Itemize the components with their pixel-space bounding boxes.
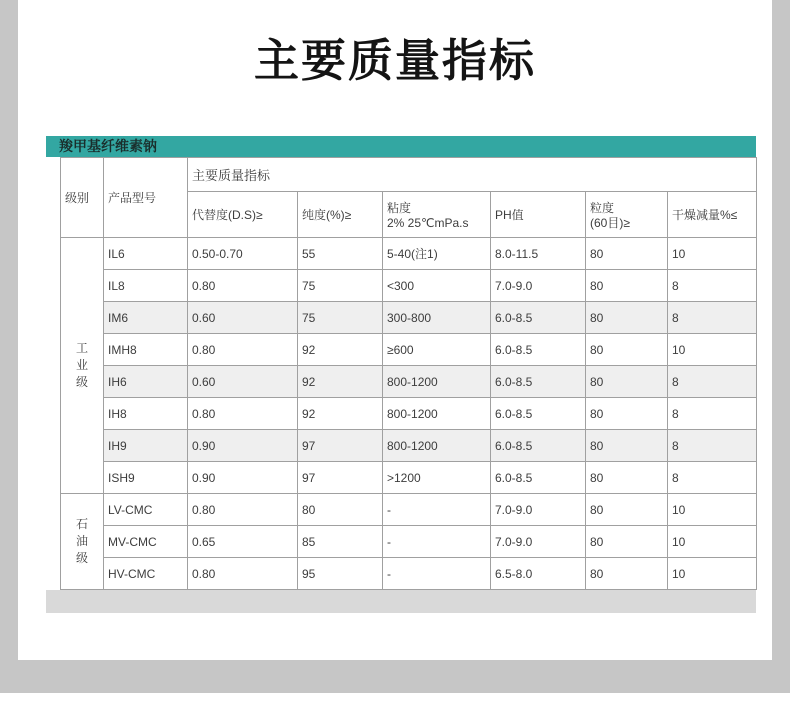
spec-module [46,136,756,613]
column-header-grade: 级别 [61,158,104,238]
column-header-ds [188,192,298,238]
grade-cell-petroleum [61,494,104,590]
column-header-particle [586,192,668,238]
cell-viscosity: - [383,558,491,590]
cell-ph: 6.0-8.5 [491,302,586,334]
page-bottom-band [0,660,790,693]
cell-purity: 92 [298,366,383,398]
cell-ds: 0.65 [188,526,298,558]
cell-particle: 80 [586,558,668,590]
table-row [61,302,757,334]
column-group-header-indicators: 主要质量指标 [188,158,757,192]
cell-purity: 75 [298,270,383,302]
cell-viscosity: <300 [383,270,491,302]
cell-particle: 80 [586,462,668,494]
column-header-viscosity [383,192,491,238]
table-row [61,398,757,430]
cell-drying-loss: 8 [668,462,757,494]
cell-purity: 92 [298,398,383,430]
cell-drying-loss: 8 [668,398,757,430]
grade-cell-industrial [61,238,104,494]
cell-particle: 80 [586,238,668,270]
cell-ph: 6.0-8.5 [491,430,586,462]
cell-ph: 6.0-8.5 [491,334,586,366]
cell-ph: 6.0-8.5 [491,462,586,494]
column-header-purity [298,192,383,238]
cell-ds: 0.80 [188,558,298,590]
cell-viscosity: 800-1200 [383,398,491,430]
divider-band [46,590,756,613]
cell-drying-loss: 10 [668,334,757,366]
cell-purity: 95 [298,558,383,590]
page-gutter-right [772,0,790,660]
cell-viscosity: 800-1200 [383,366,491,398]
cell-drying-loss: 8 [668,366,757,398]
cell-particle: 80 [586,270,668,302]
cell-particle: 80 [586,334,668,366]
page-gutter-left [0,0,18,660]
cell-model: IMH8 [104,334,188,366]
cell-ds: 0.60 [188,302,298,334]
cell-viscosity: ≥600 [383,334,491,366]
cell-particle: 80 [586,526,668,558]
cell-drying-loss: 8 [668,430,757,462]
cell-purity: 92 [298,334,383,366]
cell-model: IH9 [104,430,188,462]
cell-model: IL6 [104,238,188,270]
table-row [61,558,757,590]
column-header-line: 干燥减量%≤ [672,208,738,222]
table-row [61,366,757,398]
cell-drying-loss: 8 [668,270,757,302]
cell-purity: 75 [298,302,383,334]
cell-model: IH8 [104,398,188,430]
cell-viscosity: 5-40(注1) [383,238,491,270]
cell-model: IL8 [104,270,188,302]
cell-particle: 80 [586,398,668,430]
cell-particle: 80 [586,366,668,398]
table-row [61,238,757,270]
cell-viscosity: - [383,526,491,558]
column-header-line: PH值 [495,208,524,222]
cell-model: HV-CMC [104,558,188,590]
column-header-line: 2% 25℃mPa.s [387,216,469,230]
cell-purity: 55 [298,238,383,270]
cell-particle: 80 [586,302,668,334]
cell-particle: 80 [586,494,668,526]
cell-ds: 0.80 [188,334,298,366]
cell-model: IH6 [104,366,188,398]
cell-model: MV-CMC [104,526,188,558]
column-header-drying-loss [668,192,757,238]
cell-ph: 6.0-8.5 [491,398,586,430]
cell-viscosity: >1200 [383,462,491,494]
cell-ph: 7.0-9.0 [491,494,586,526]
cell-ph: 7.0-9.0 [491,270,586,302]
cell-purity: 97 [298,462,383,494]
cell-particle: 80 [586,430,668,462]
cell-drying-loss: 10 [668,558,757,590]
column-header-model: 产品型号 [104,158,188,238]
column-header-line: (60目)≥ [590,216,630,230]
cell-ph: 6.0-8.5 [491,366,586,398]
table-row [61,430,757,462]
cell-viscosity: 300-800 [383,302,491,334]
cell-ds: 0.80 [188,494,298,526]
cell-viscosity: - [383,494,491,526]
column-header-line: 代替度(D.S)≥ [192,208,263,222]
column-header-ph [491,192,586,238]
page-title: 主要质量指标 [253,35,536,86]
cell-drying-loss: 10 [668,494,757,526]
cell-drying-loss: 8 [668,302,757,334]
cell-purity: 80 [298,494,383,526]
table-row [61,334,757,366]
cell-drying-loss: 10 [668,526,757,558]
cell-model: LV-CMC [104,494,188,526]
column-header-line: 粘度 [387,201,412,215]
cell-ds: 0.80 [188,398,298,430]
table-row [61,462,757,494]
cell-ds: 0.50-0.70 [188,238,298,270]
cell-drying-loss: 10 [668,238,757,270]
grade-label: 石油级 [75,517,88,565]
column-header-line: 纯度(%)≥ [302,208,352,222]
cell-model: IM6 [104,302,188,334]
table-row [61,270,757,302]
cell-viscosity: 800-1200 [383,430,491,462]
cell-purity: 97 [298,430,383,462]
header-row-top [61,158,757,192]
table-row [61,526,757,558]
cell-ph: 7.0-9.0 [491,526,586,558]
quality-table [60,157,757,590]
cell-ds: 0.60 [188,366,298,398]
cell-ds: 0.80 [188,270,298,302]
cell-ph: 6.5-8.0 [491,558,586,590]
section-header: 羧甲基纤维素钠 [46,136,756,157]
cell-ds: 0.90 [188,462,298,494]
grade-label: 工业级 [75,341,88,389]
cell-purity: 85 [298,526,383,558]
cell-model: ISH9 [104,462,188,494]
cell-ph: 8.0-11.5 [491,238,586,270]
column-header-line: 粒度 [590,201,615,215]
cell-ds: 0.90 [188,430,298,462]
table-row [61,494,757,526]
